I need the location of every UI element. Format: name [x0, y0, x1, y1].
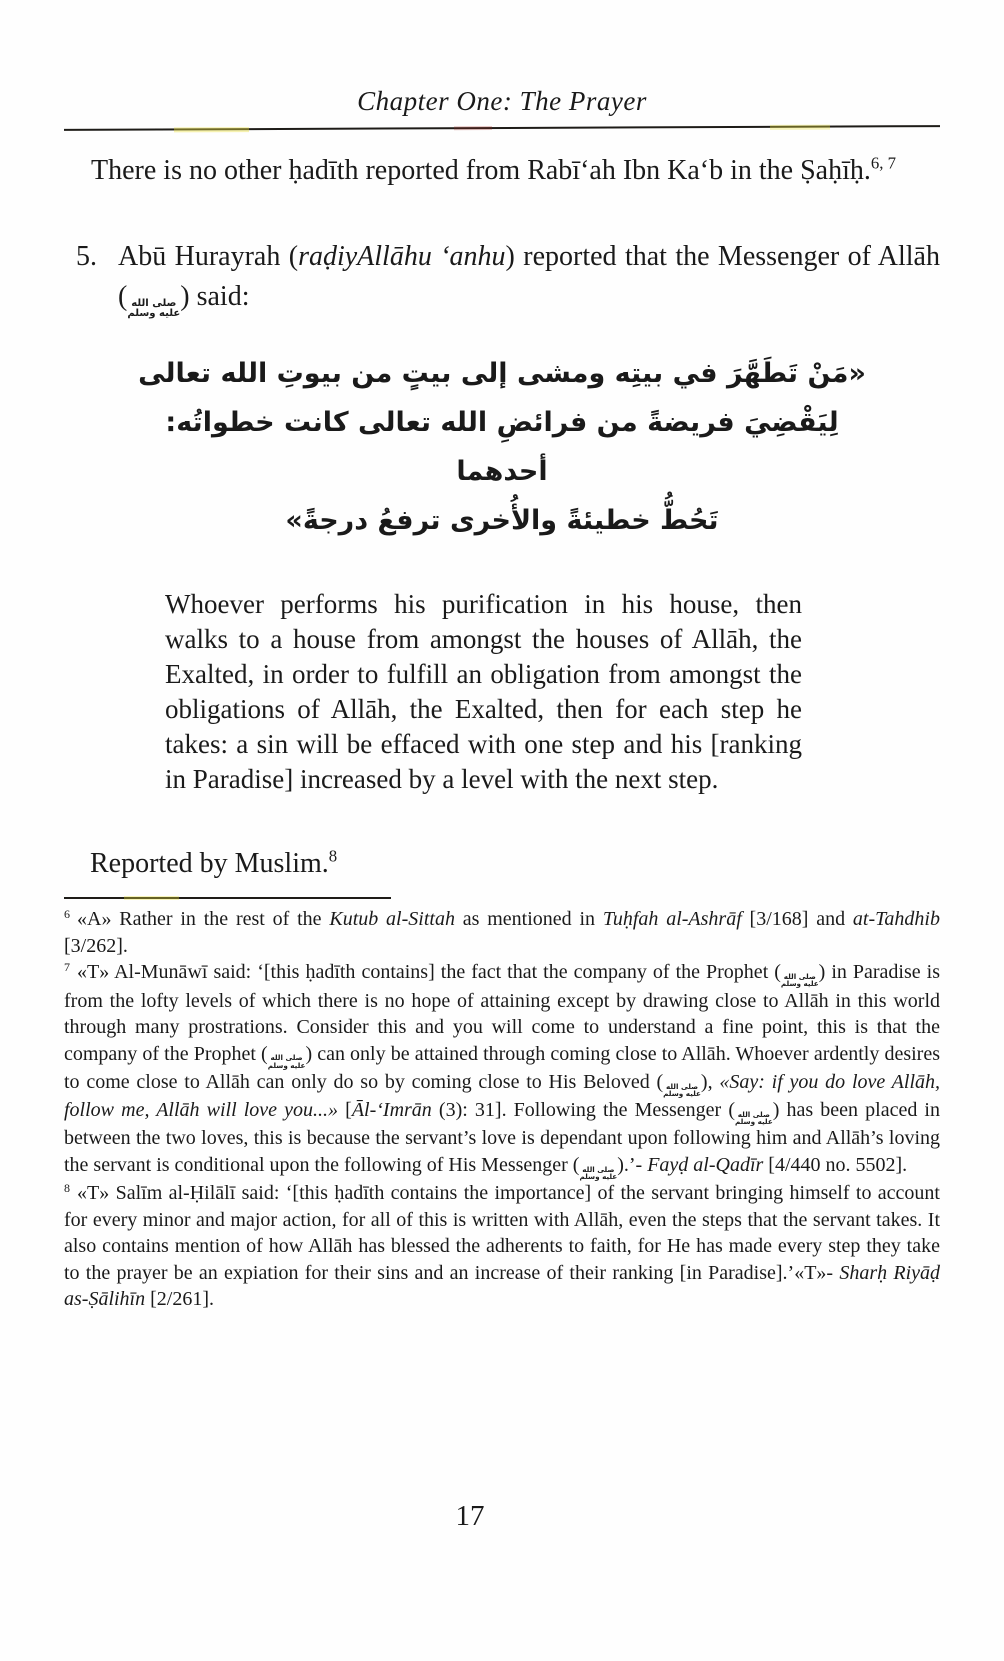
footnote-marker: 8 [64, 1180, 70, 1195]
header-rule [64, 125, 940, 131]
superscript-ref: 8 [328, 847, 338, 867]
footnote-7 [64, 959, 940, 1180]
prophet-honorific-symbol [268, 1054, 306, 1068]
footnote-separator [64, 897, 391, 899]
superscript-ref: 6, 7 [870, 153, 897, 173]
text-run: Kutub al-Sittah [329, 908, 455, 931]
prophet-honorific-line: عليه وسلم [780, 979, 819, 989]
prophet-honorific-line: صلى الله [582, 1164, 615, 1174]
scan-smudge [770, 125, 830, 130]
prophet-honorific-line: صلى الله [131, 298, 177, 310]
prophet-honorific-line: عليه وسلم [663, 1088, 701, 1098]
text-run: ) can only be attained through coming close to Allāh. Whoever ardently desires to come close to Allāh can only do so by coming close to His Beloved ( [64, 1042, 940, 1093]
hadith-number: 5. [76, 241, 97, 272]
prophet-honorific-line: صلى الله [783, 972, 816, 982]
footnotes-section [64, 906, 940, 1312]
text-run: ), [700, 1070, 720, 1093]
text-run: «Say: if you do love Allāh, follow me, Allāh will love you...» [64, 1070, 940, 1122]
text-run: «A» Rather in the rest of the [77, 908, 330, 931]
text-run: ).’- [617, 1153, 648, 1176]
text-run: «T» Al-Munāwī said: ‘[this ḥadīth contains] the fact that the company of the Prophet ( [77, 961, 781, 984]
text-run: [ [338, 1099, 352, 1122]
text-run: Āl-‘Imrān [351, 1099, 432, 1122]
text-run: There is no other ḥadīth reported from Rabī‘ah Ibn Ka‘b in the Ṣaḥīḥ. [91, 155, 871, 186]
footnote-text [64, 1182, 940, 1310]
chapter-header-title: Chapter One: The Prayer [357, 86, 647, 116]
footnote-marker: 6 [64, 906, 70, 921]
prophet-honorific-line: عليه وسلم [127, 308, 181, 320]
footnote-text [64, 961, 940, 1181]
footnote-text [64, 908, 940, 957]
prophet-honorific-line: عليه وسلم [734, 1117, 773, 1127]
text-run: Abū Hurayrah ( [118, 241, 299, 272]
prophet-honorific-line: عليه وسلم [267, 1060, 306, 1070]
arabic-line-3: تَحُطُّ خطيئةً والأُخرى ترفعُ درجةً» [285, 505, 719, 537]
text-run: [3/168] and [741, 908, 853, 931]
text-run: [3/262]. [64, 934, 128, 957]
hadith-translation: Whoever performs his purification in his house, then walks to a house from amongst the houses of Allāh, the Exalted, in order to fulfill an obligation from amongst the obligations of Allāh, the Exalted, then for each step he takes: a sin will be effaced with one step and his [ranking in Paradise] increased by a level with the next step. [165, 589, 802, 795]
scan-smudge [124, 896, 179, 900]
text-run: Fayḍ al-Qadīr [647, 1153, 764, 1176]
prophet-honorific-symbol [781, 973, 819, 987]
intro-paragraph [64, 151, 940, 191]
prophet-honorific-symbol [579, 1166, 617, 1180]
text-run: Tuḥfah al-Ashrāf [602, 908, 742, 931]
footnote-6 [64, 906, 940, 959]
text-run: ) reported that the Messenger of Allāh ( [118, 241, 940, 312]
hadith-narration [118, 237, 940, 319]
footnote-marker: 7 [64, 959, 70, 974]
arabic-hadith-text [64, 349, 940, 545]
prophet-honorific-symbol [127, 299, 180, 319]
text-run: [4/440 no. 5502]. [763, 1153, 908, 1176]
text-run: Reported by Muslim. [90, 848, 329, 880]
text-run: ) in Paradise is from the lofty levels of which there is no hope of attaining except by drawing close to Allāh in this world through many prostrations. Consider this and you will come to understand a fine point, this is that the company of the Prophet ( [64, 961, 940, 1065]
prophet-honorific-line: عليه وسلم [579, 1171, 618, 1181]
prophet-honorific-symbol [663, 1083, 701, 1097]
text-run: as mentioned in [454, 908, 603, 931]
footnote-8 [64, 1180, 940, 1313]
text-run: raḍiyAllāhu ‘anhu [298, 241, 506, 272]
text-run: ) has been placed in between the two loves, this is because the servant’s love is dependant upon following him and Allāh’s loving the servant is conditional upon the following of His Messenger ( [64, 1099, 940, 1176]
text-run: «T» Salīm al-Ḥilālī said: ‘[this ḥadīth contains the importance] of the servant bringing himself to account for every minor and major action, for all of this is written with Allāh, even the steps that the servant takes. It also contains mention of how Allāh has blessed the adherents to faith, for He has made every step they take to the prayer be an expiation for their sins and an increase of their ranking [in Paradise].’«T»- [64, 1182, 940, 1284]
prophet-honorific-line: صلى الله [737, 1110, 770, 1120]
text-run: Sharḥ Riyāḍ as-Ṣālihīn [64, 1261, 941, 1311]
scan-smudge [454, 126, 492, 130]
arabic-line-1: «مَنْ تَطَهَّرَ في بيتِه ومشى إلى بيتٍ من بيوتِ الله تعالى [138, 358, 866, 390]
page-number: 17 [455, 1500, 485, 1532]
hadith-attribution [64, 847, 940, 881]
text-run: (3): 31]. Following the Messenger ( [431, 1099, 735, 1122]
arabic-line-2: لِيَقْضِيَ فريضةً من فرائضِ الله تعالى كانت خطواتُه: أحدهما [165, 407, 839, 488]
prophet-honorific-symbol [735, 1111, 773, 1125]
scan-smudge [174, 127, 249, 132]
text-run: ) said: [180, 281, 250, 312]
prophet-honorific-line: صلى الله [270, 1053, 303, 1063]
hadith-item-5 [64, 237, 940, 319]
text-run: [2/261]. [145, 1288, 215, 1311]
text-run: at-Tahdhib [852, 908, 940, 931]
prophet-honorific-line: صلى الله [665, 1081, 699, 1091]
